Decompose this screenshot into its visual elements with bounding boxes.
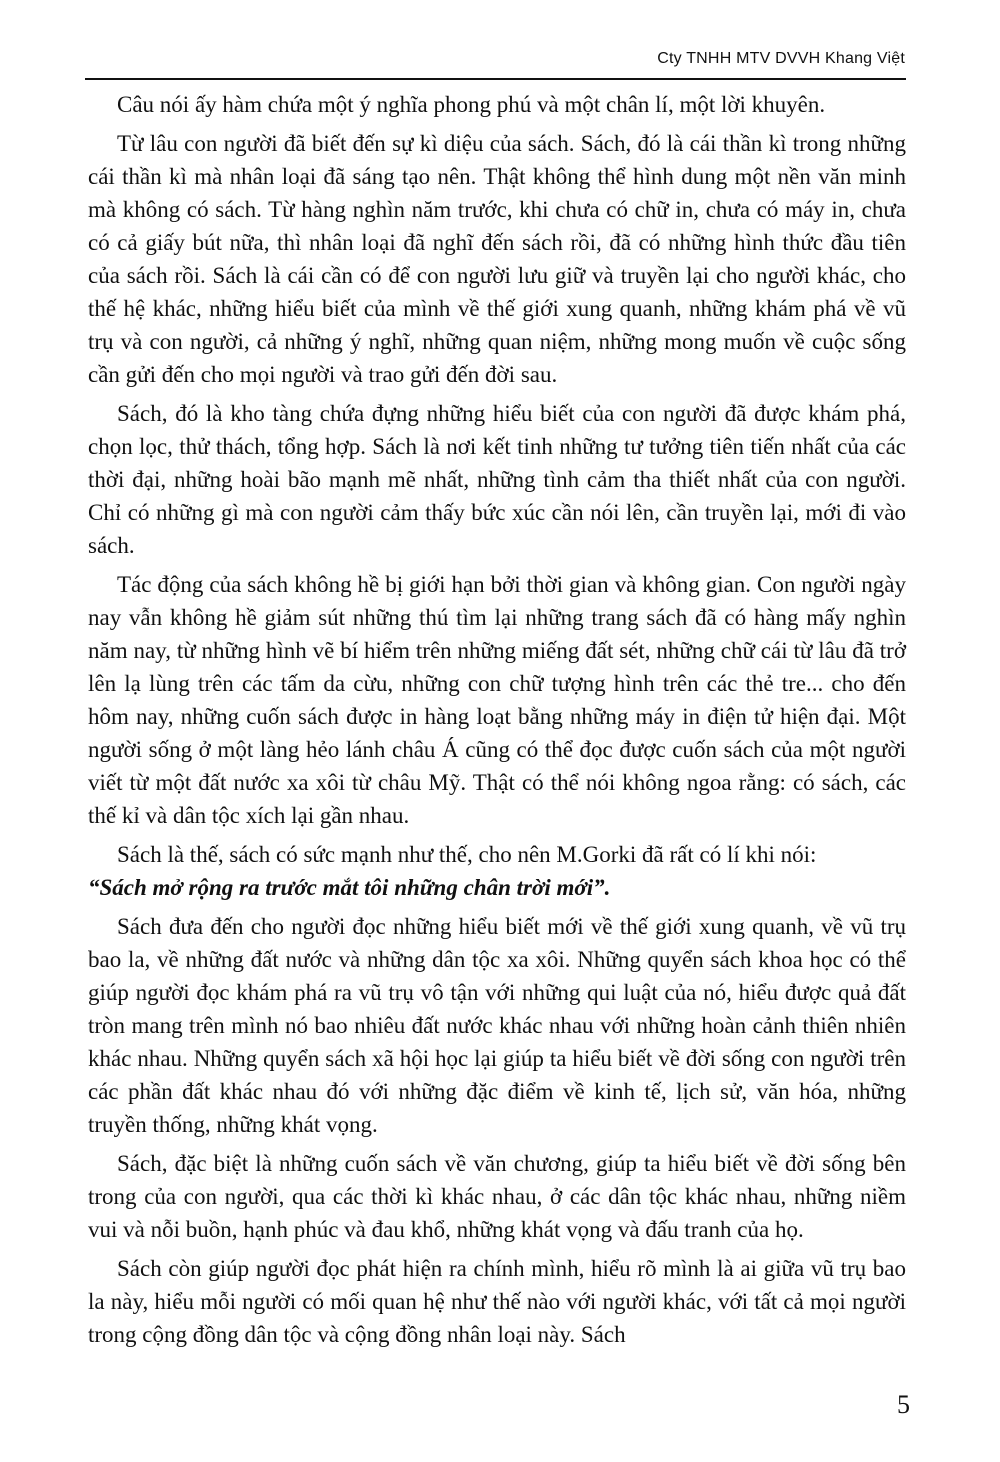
header-rule [85,78,906,80]
paragraph: Sách còn giúp người đọc phát hiện ra chính mình, hiểu rõ mình là ai giữa vũ trụ bao la này, hiểu mỗi người có mối quan hệ như thế nào với người khác, với tất cả mọi người trong cộng đồng dân tộc và cộng đồng nhân loại này. Sách [88,1256,906,1347]
gorki-quote: “Sách mở rộng ra trước mắt tôi những chân trời mới”. [88,875,611,900]
paragraph: Câu nói ấy hàm chứa một ý nghĩa phong phú và một chân lí, một lời khuyên. [117,92,826,117]
paragraph: Sách, đó là kho tàng chứa đựng những hiểu biết của con người đã được khám phá, chọn lọc, thử thách, tổng hợp. Sách là nơi kết tinh những tư tưởng tiên tiến nhất của các thời đại, những hoài bão mạnh mẽ nhất, những tình cảm tha thiết nhất của con người. Chỉ có những gì mà con người cảm thấy bức xúc cần nói lên, cần truyền lại, mới đi vào sách. [88,401,906,558]
paragraph: Sách là thế, sách có sức mạnh như thế, cho nên M.Gorki đã rất có lí khi nói: [117,842,817,867]
page-number: 5 [897,1390,910,1419]
paragraph: Từ lâu con người đã biết đến sự kì diệu của sách. Sách, đó là cái thần kì trong những cái thần kì mà nhân loại đã sáng tạo nên. Thật không thể hình dung một nền văn minh mà không có sách. Từ hàng nghìn năm trước, khi chưa có chữ in, chưa có máy in, chưa có cả giấy bút nữa, thì nhân loại đã nghĩ đến sách rồi, đã có những hình thức đầu tiên của sách rồi. Sách là cái cần có để con người lưu giữ và truyền lại cho người khác, cho thế hệ khác, những hiểu biết của mình về thế giới xung quanh, những khám phá về vũ trụ và con người, cả những ý nghĩ, những quan niệm, những mong muốn về cuộc sống cần gửi đến cho mọi người và trao gửi đến đời sau. [88,131,906,387]
paragraph: Sách, đặc biệt là những cuốn sách về văn chương, giúp ta hiểu biết về đời sống bên trong của con người, qua các thời kì khác nhau, ở các dân tộc khác nhau, những niềm vui và nỗi buồn, hạnh phúc và đau khổ, những khát vọng và đấu tranh của họ. [88,1151,906,1242]
running-header: Cty TNHH MTV DVVH Khang Việt [657,50,905,67]
paragraph: Sách đưa đến cho người đọc những hiểu biết mới về thế giới xung quanh, về vũ trụ bao la, về những đất nước và những dân tộc xa xôi. Những quyển sách khoa học có thể giúp người đọc khám phá ra vũ trụ vô tận với những qui luật của nó, hiểu được quả đất tròn mang trên mình nó bao nhiêu đất nước khác nhau với những hoàn cảnh thiên nhiên khác nhau. Những quyển sách xã hội học lại giúp ta hiểu biết về đời sống con người trên các phần đất khác nhau đó với những đặc điểm về kinh tế, lịch sử, văn hóa, những truyền thống, những khát vọng. [88,914,906,1137]
body-text [88,88,906,1351]
paragraph: Tác động của sách không hề bị giới hạn bởi thời gian và không gian. Con người ngày nay vẫn không hề giảm sút những thú tìm lại những trang sách đã có hàng mấy nghìn năm nay, từ những hình vẽ bí hiểm trên những miếng đất sét, những chữ cái từ lâu đã trở lên lạ lùng trên các tấm da cừu, những con chữ tượng hình trên các thẻ tre... cho đến hôm nay, những cuốn sách được in hàng loạt bằng những máy in điện tử hiện đại. Một người sống ở một làng hẻo lánh châu Á cũng có thể đọc được cuốn sách của một người viết từ một đất nước xa xôi từ châu Mỹ. Thật có thể nói không ngoa rằng: có sách, các thế kỉ và dân tộc xích lại gần nhau. [88,572,906,828]
